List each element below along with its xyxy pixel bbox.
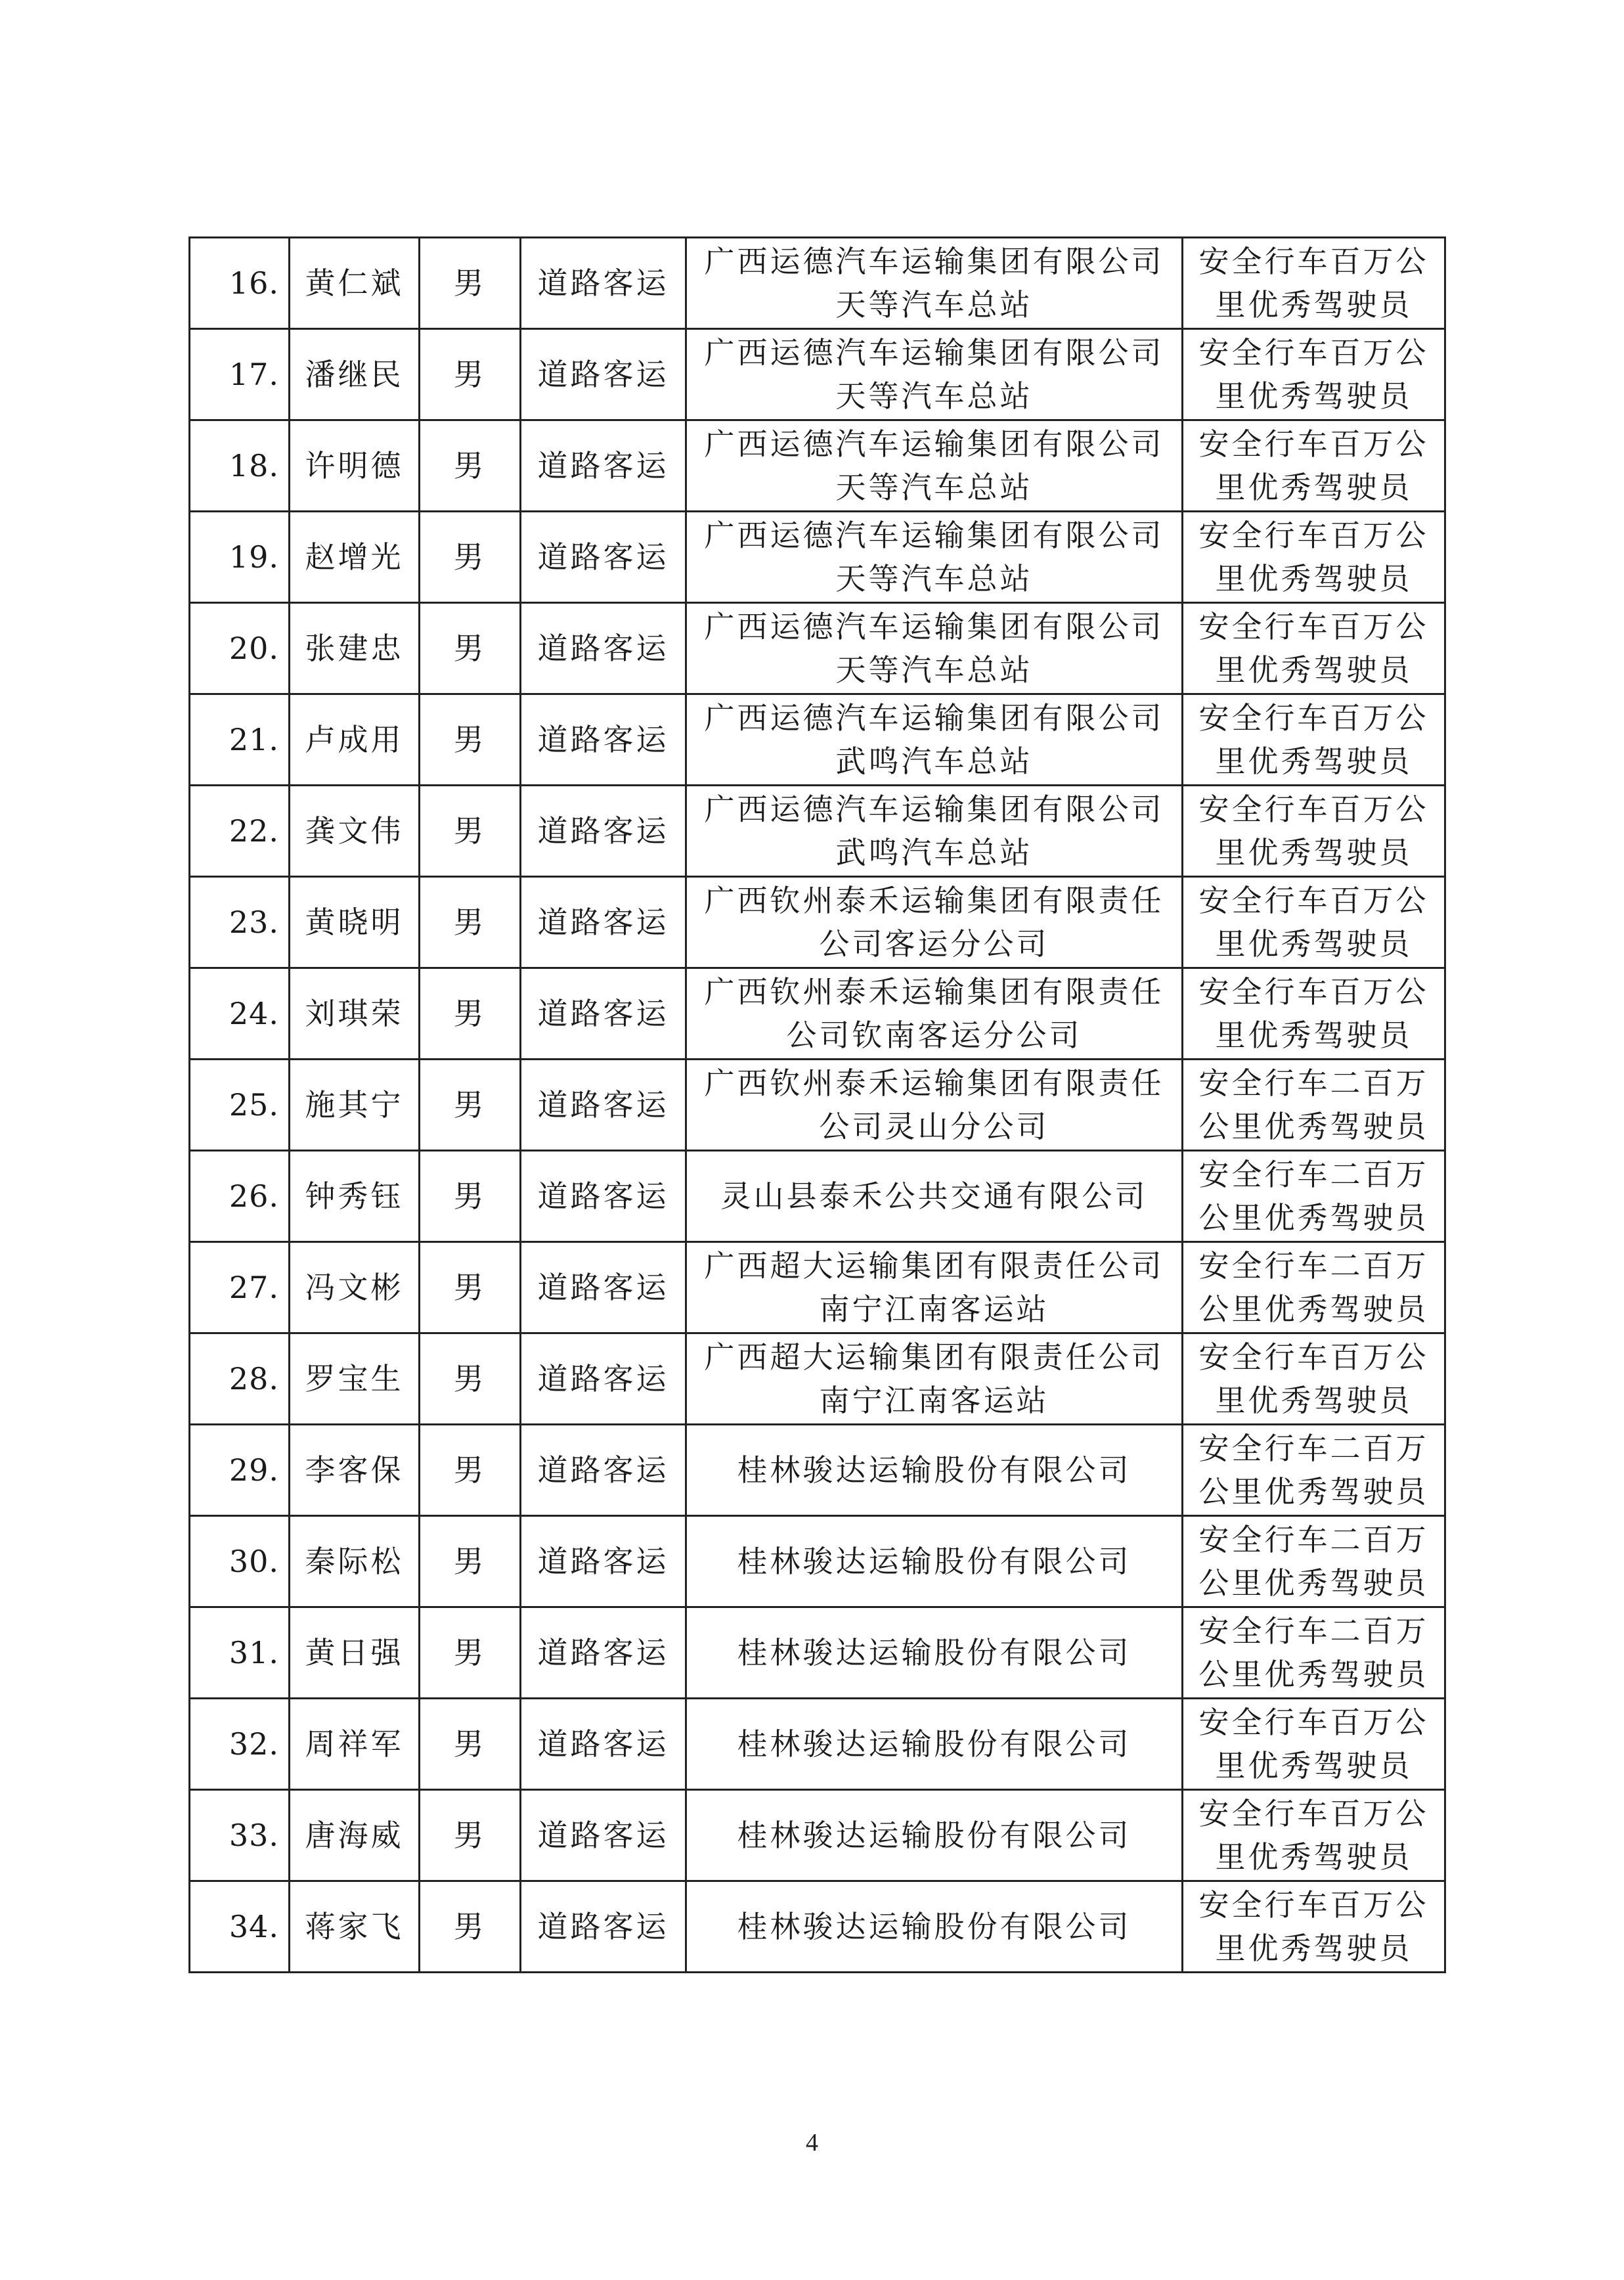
table-row (190, 329, 1445, 420)
driver-sex: 男 (420, 694, 521, 786)
honor-line: 安全行车百万公 (1198, 609, 1429, 644)
driver-name: 赵增光 (290, 512, 420, 603)
organization-line: 桂林骏达运输股份有限公司 (737, 1726, 1131, 1762)
organization-cell (686, 420, 1183, 512)
driver-name: 刘琪荣 (290, 968, 420, 1060)
honor-line: 里优秀驾驶员 (1215, 1017, 1413, 1053)
organization-line: 天等汽车总站 (835, 652, 1033, 688)
organization-line: 公司灵山分公司 (819, 1109, 1049, 1144)
organization-cell (686, 968, 1183, 1060)
table-row (190, 1699, 1445, 1790)
row-number: 16. (190, 238, 290, 329)
honor-line: 安全行车百万公 (1198, 883, 1429, 918)
honor-line: 里优秀驾驶员 (1215, 470, 1413, 505)
driver-name: 张建忠 (290, 603, 420, 694)
organization-line: 公司钦南客运分公司 (786, 1017, 1082, 1053)
row-number: 34. (190, 1881, 290, 1973)
organization-line: 广西运德汽车运输集团有限公司 (704, 792, 1164, 827)
driver-sex: 男 (420, 877, 521, 968)
driver-name: 周祥军 (290, 1699, 420, 1790)
organization-cell (686, 1151, 1183, 1242)
organization-line: 广西钦州泰禾运输集团有限责任 (704, 1065, 1164, 1101)
honor-cell (1183, 238, 1445, 329)
organization-line: 灵山县泰禾公共交通有限公司 (720, 1178, 1148, 1214)
organization-line: 广西运德汽车运输集团有限公司 (704, 244, 1164, 279)
driver-sex: 男 (420, 1425, 521, 1516)
row-number: 32. (190, 1699, 290, 1790)
honor-line: 公里优秀驾驶员 (1198, 1200, 1429, 1236)
organization-line: 桂林骏达运输股份有限公司 (737, 1909, 1131, 1944)
row-number: 22. (190, 786, 290, 877)
organization-cell (686, 1425, 1183, 1516)
organization-line: 广西钦州泰禾运输集团有限责任 (704, 974, 1164, 1010)
honor-line: 安全行车百万公 (1198, 335, 1429, 370)
organization-cell (686, 877, 1183, 968)
driver-sex: 男 (420, 238, 521, 329)
organization-line: 广西运德汽车运输集团有限公司 (704, 700, 1164, 736)
transport-type: 道路客运 (521, 420, 686, 512)
driver-name: 黄晓明 (290, 877, 420, 968)
table-row (190, 1425, 1445, 1516)
roster-body (190, 238, 1445, 1973)
honor-line: 安全行车百万公 (1198, 244, 1429, 279)
driver-name: 李客保 (290, 1425, 420, 1516)
transport-type: 道路客运 (521, 1790, 686, 1881)
honor-cell (1183, 1881, 1445, 1973)
driver-sex: 男 (420, 1790, 521, 1881)
driver-name: 黄日强 (290, 1607, 420, 1699)
driver-sex: 男 (420, 329, 521, 420)
table-row (190, 1607, 1445, 1699)
organization-cell (686, 1699, 1183, 1790)
honor-line: 里优秀驾驶员 (1215, 1383, 1413, 1418)
honor-cell (1183, 786, 1445, 877)
driver-name: 许明德 (290, 420, 420, 512)
transport-type: 道路客运 (521, 603, 686, 694)
transport-type: 道路客运 (521, 329, 686, 420)
table-row (190, 877, 1445, 968)
row-number: 33. (190, 1790, 290, 1881)
row-number: 19. (190, 512, 290, 603)
organization-line: 桂林骏达运输股份有限公司 (737, 1635, 1131, 1670)
driver-sex: 男 (420, 1516, 521, 1607)
organization-line: 天等汽车总站 (835, 378, 1033, 414)
organization-cell (686, 1790, 1183, 1881)
table-row (190, 420, 1445, 512)
table-row (190, 694, 1445, 786)
transport-type: 道路客运 (521, 1699, 686, 1790)
table-row (190, 1151, 1445, 1242)
driver-name: 冯文彬 (290, 1242, 420, 1333)
honor-line: 安全行车二百万 (1198, 1431, 1429, 1466)
table-row (190, 1516, 1445, 1607)
organization-cell (686, 1607, 1183, 1699)
transport-type: 道路客运 (521, 694, 686, 786)
organization-cell (686, 1242, 1183, 1333)
honor-line: 里优秀驾驶员 (1215, 926, 1413, 962)
organization-line: 桂林骏达运输股份有限公司 (737, 1544, 1131, 1579)
honor-line: 里优秀驾驶员 (1215, 744, 1413, 779)
honor-cell (1183, 420, 1445, 512)
organization-line: 天等汽车总站 (835, 287, 1033, 323)
row-number: 23. (190, 877, 290, 968)
transport-type: 道路客运 (521, 1060, 686, 1151)
honor-line: 公里优秀驾驶员 (1198, 1657, 1429, 1692)
honor-line: 安全行车百万公 (1198, 1705, 1429, 1740)
driver-roster-table (188, 236, 1446, 1973)
honor-line: 里优秀驾驶员 (1215, 652, 1413, 688)
honor-line: 里优秀驾驶员 (1215, 1931, 1413, 1966)
honor-cell (1183, 1425, 1445, 1516)
table-row (190, 1790, 1445, 1881)
honor-line: 里优秀驾驶员 (1215, 1748, 1413, 1783)
page-number: 4 (806, 2129, 818, 2157)
row-number: 26. (190, 1151, 290, 1242)
row-number: 30. (190, 1516, 290, 1607)
row-number: 17. (190, 329, 290, 420)
organization-cell (686, 1881, 1183, 1973)
organization-cell (686, 238, 1183, 329)
honor-line: 安全行车二百万 (1198, 1613, 1429, 1649)
honor-cell (1183, 694, 1445, 786)
honor-line: 安全行车百万公 (1198, 518, 1429, 553)
honor-cell (1183, 1242, 1445, 1333)
driver-name: 潘继民 (290, 329, 420, 420)
driver-sex: 男 (420, 1881, 521, 1973)
organization-cell (686, 1333, 1183, 1425)
honor-line: 公里优秀驾驶员 (1198, 1474, 1429, 1509)
transport-type: 道路客运 (521, 1242, 686, 1333)
driver-sex: 男 (420, 786, 521, 877)
driver-name: 秦际松 (290, 1516, 420, 1607)
driver-name: 龚文伟 (290, 786, 420, 877)
transport-type: 道路客运 (521, 1516, 686, 1607)
organization-line: 天等汽车总站 (835, 470, 1033, 505)
row-number: 25. (190, 1060, 290, 1151)
honor-line: 里优秀驾驶员 (1215, 378, 1413, 414)
organization-cell (686, 512, 1183, 603)
transport-type: 道路客运 (521, 1881, 686, 1973)
honor-line: 安全行车二百万 (1198, 1248, 1429, 1284)
organization-line: 桂林骏达运输股份有限公司 (737, 1452, 1131, 1488)
honor-line: 里优秀驾驶员 (1215, 287, 1413, 323)
row-number: 18. (190, 420, 290, 512)
table-row (190, 238, 1445, 329)
driver-name: 唐海威 (290, 1790, 420, 1881)
driver-name: 蒋家飞 (290, 1881, 420, 1973)
driver-sex: 男 (420, 1242, 521, 1333)
organization-line: 武鸣汽车总站 (835, 744, 1033, 779)
table-row (190, 1333, 1445, 1425)
row-number: 31. (190, 1607, 290, 1699)
driver-sex: 男 (420, 1151, 521, 1242)
row-number: 28. (190, 1333, 290, 1425)
honor-cell (1183, 329, 1445, 420)
honor-cell (1183, 877, 1445, 968)
organization-line: 广西运德汽车运输集团有限公司 (704, 426, 1164, 462)
driver-sex: 男 (420, 420, 521, 512)
honor-line: 公里优秀驾驶员 (1198, 1291, 1429, 1327)
organization-cell (686, 694, 1183, 786)
driver-name: 黄仁斌 (290, 238, 420, 329)
honor-cell (1183, 1790, 1445, 1881)
honor-line: 安全行车百万公 (1198, 974, 1429, 1010)
honor-cell (1183, 603, 1445, 694)
table-row (190, 1242, 1445, 1333)
honor-line: 安全行车百万公 (1198, 792, 1429, 827)
honor-line: 里优秀驾驶员 (1215, 835, 1413, 870)
row-number: 21. (190, 694, 290, 786)
honor-line: 安全行车百万公 (1198, 1339, 1429, 1375)
organization-line: 广西超大运输集团有限责任公司 (704, 1248, 1164, 1284)
honor-line: 公里优秀驾驶员 (1198, 1109, 1429, 1144)
honor-line: 里优秀驾驶员 (1215, 561, 1413, 596)
organization-cell (686, 1060, 1183, 1151)
row-number: 24. (190, 968, 290, 1060)
honor-cell (1183, 1699, 1445, 1790)
driver-sex: 男 (420, 512, 521, 603)
organization-line: 公司客运分公司 (819, 926, 1049, 962)
transport-type: 道路客运 (521, 877, 686, 968)
driver-name: 施其宁 (290, 1060, 420, 1151)
honor-cell (1183, 1151, 1445, 1242)
honor-cell (1183, 1607, 1445, 1699)
honor-line: 安全行车百万公 (1198, 426, 1429, 462)
driver-sex: 男 (420, 1060, 521, 1151)
driver-sex: 男 (420, 1333, 521, 1425)
honor-line: 安全行车二百万 (1198, 1065, 1429, 1101)
table-row (190, 603, 1445, 694)
table-row (190, 968, 1445, 1060)
organization-line: 武鸣汽车总站 (835, 835, 1033, 870)
row-number: 29. (190, 1425, 290, 1516)
table-row (190, 512, 1445, 603)
honor-line: 安全行车二百万 (1198, 1522, 1429, 1557)
honor-line: 安全行车百万公 (1198, 1796, 1429, 1831)
transport-type: 道路客运 (521, 968, 686, 1060)
driver-name: 钟秀钰 (290, 1151, 420, 1242)
driver-sex: 男 (420, 1607, 521, 1699)
organization-line: 广西运德汽车运输集团有限公司 (704, 335, 1164, 370)
honor-cell (1183, 968, 1445, 1060)
organization-line: 南宁江南客运站 (819, 1383, 1049, 1418)
transport-type: 道路客运 (521, 786, 686, 877)
table-row (190, 1060, 1445, 1151)
table-row (190, 1881, 1445, 1973)
transport-type: 道路客运 (521, 238, 686, 329)
transport-type: 道路客运 (521, 1607, 686, 1699)
honor-line: 安全行车二百万 (1198, 1157, 1429, 1192)
transport-type: 道路客运 (521, 512, 686, 603)
organization-line: 广西运德汽车运输集团有限公司 (704, 609, 1164, 644)
organization-cell (686, 329, 1183, 420)
honor-line: 公里优秀驾驶员 (1198, 1565, 1429, 1601)
honor-line: 安全行车百万公 (1198, 700, 1429, 736)
honor-cell (1183, 1333, 1445, 1425)
driver-sex: 男 (420, 968, 521, 1060)
table-row (190, 786, 1445, 877)
honor-cell (1183, 512, 1445, 603)
organization-cell (686, 1516, 1183, 1607)
organization-line: 广西超大运输集团有限责任公司 (704, 1339, 1164, 1375)
organization-cell (686, 603, 1183, 694)
driver-sex: 男 (420, 603, 521, 694)
driver-name: 卢成用 (290, 694, 420, 786)
organization-line: 南宁江南客运站 (819, 1291, 1049, 1327)
row-number: 27. (190, 1242, 290, 1333)
organization-line: 广西钦州泰禾运输集团有限责任 (704, 883, 1164, 918)
organization-line: 广西运德汽车运输集团有限公司 (704, 518, 1164, 553)
organization-line: 天等汽车总站 (835, 561, 1033, 596)
honor-cell (1183, 1060, 1445, 1151)
honor-line: 安全行车百万公 (1198, 1887, 1429, 1923)
driver-name: 罗宝生 (290, 1333, 420, 1425)
organization-cell (686, 786, 1183, 877)
transport-type: 道路客运 (521, 1333, 686, 1425)
honor-line: 里优秀驾驶员 (1215, 1839, 1413, 1875)
driver-sex: 男 (420, 1699, 521, 1790)
honor-cell (1183, 1516, 1445, 1607)
row-number: 20. (190, 603, 290, 694)
organization-line: 桂林骏达运输股份有限公司 (737, 1818, 1131, 1853)
transport-type: 道路客运 (521, 1151, 686, 1242)
transport-type: 道路客运 (521, 1425, 686, 1516)
